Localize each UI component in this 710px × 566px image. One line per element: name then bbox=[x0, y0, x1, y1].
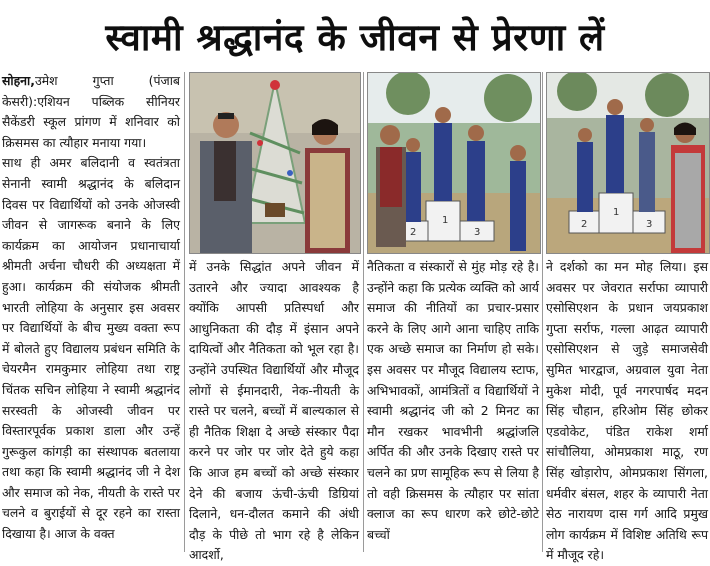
photo-podium-medal-image bbox=[368, 73, 540, 253]
podium-label: 3 bbox=[646, 219, 653, 230]
column-2 bbox=[189, 257, 359, 566]
paragraph-text: नैतिकता व संस्कारों से मुंह मोड़ रहे है। उन्होंने कहा कि प्रत्येक व्यक्ति को आर्य समाज की नीतियों का प्रचार-प्रसार करने के लिए आगे आना चाहिए ताकि एक अच्छे समाज का निर्माण हो सके। इस अवसर पर मौजूद विद्यालय स्टाफ, अभिभावकों, आमंत्रितों व विद्यार्थियों ने स्वामी श्रद्धानंद जी को 2 मिनट का मौन रखकर भावभीनी श्रद्धांजलि अर्पित की और उनके दिखाए रास्ते पर चलने का प्रण सामूहिक रूप से लिया है तो वही क्रिसमस के त्यौहार पर सांता क्लाज का रूप धारण करे छोटे-छोटे बच्चों bbox=[367, 259, 539, 542]
paragraph-text: एशियन पब्लिक सीनियर सैकेंडरी स्कूल प्रांगण में शनिवार को क्रिसमस का त्यौहार मनाया गया। bbox=[2, 93, 180, 150]
podium-label: 3 bbox=[474, 227, 481, 238]
paragraph-text: में उनके सिद्धांत अपने जीवन में उतारने और ज्यादा आवश्यक है क्योंकि आपसी प्रतिस्पर्धा और आधुनिकता की दौड़ में इंसान अपने दायित्वों और नैतिकता को भूल रहा है। उन्होंने उपस्थित विद्यार्थियों और मौजूद लोगों से ईमानदारी, नेक-नीयती के रास्ते पर चलने, बच्चों में बाल्यकाल से ही नैतिक शिक्षा दे अच्छे संस्कार पैदा करने पर जोर पर जोर देते हुये कहा कि आज हम बच्चों को अच्छे संस्कार देने की बजाय ऊंची-ऊंची डिग्रियां दिलाने, धन-दौलत कमाने की अंधी दौड़ के पीछे तो भाग रहे है लेकिन आदर्शो, bbox=[189, 259, 359, 563]
column-4 bbox=[546, 257, 708, 566]
column-3 bbox=[367, 257, 539, 545]
photo-podium-award-image bbox=[547, 73, 709, 253]
podium-label: 1 bbox=[442, 215, 449, 226]
byline-reporter: उमेश गुप्ता (पंजाब केसरी): bbox=[2, 73, 180, 109]
podium-label: 2 bbox=[410, 227, 417, 238]
column-1 bbox=[2, 71, 180, 545]
photo-guests-christmas-tree bbox=[189, 72, 361, 254]
byline-place: सोहना, bbox=[2, 73, 35, 88]
podium-label: 2 bbox=[581, 219, 588, 230]
column-rule bbox=[363, 72, 364, 552]
photo-guests-christmas-tree-image bbox=[190, 73, 360, 253]
paragraph-intro bbox=[2, 71, 180, 153]
photo-podium-award bbox=[546, 72, 710, 254]
paragraph-text: ने दर्शको का मन मोह लिया। इस अवसर पर जेवरात सर्राफा व्यापारी एसोसिएशन के प्रधान जयप्रकाश गुप्ता सर्राफ, गल्ला आढ़त व्यापारी एसोसिएशन से जुड़े समाजसेवी सुमित भारद्वाज, अग्रवाल युवा नेता मुकेश मोदी, पूर्व नगरपार्षद मदन सिंह चौहान, हरिओम सिंह छोकर एडवोकेट, पंडित राकेश शर्मा सांचौलिया, ओमप्रकाश माठू, रण सिंह खोड़ारोप, ओमप्रकाश सिंगला, धर्मवीर बंसल, शहर के व्यापारी नेता सेठ नारायण दास गर्ग आदि प्रमुख लोग कार्यक्रम में विशिष्ट अतिथि रूप में मौजूद रहे। bbox=[546, 259, 708, 563]
paragraph-body: साथ ही अमर बलिदानी व स्वतंत्रता सेनानी स्वामी श्रद्धानंद के बलिदान दिवस पर विद्यार्थियों को उनके ओजस्वी जीवन से जागरूक बनाने के लिए कार्यक्रम का आयोजन प्रधानाचार्या श्रीमती अर्चना चौधरी की अध्यक्षता में हुआ। कार्यक्रम की संयोजक श्रीमती भारती लोहिया के अनुसार इस अवसर पर विद्यार्थियों के बीच मुख्य वक्ता रूप में बोलते हुए विद्यालय प्रबंधन समिति के चेयरमैन रामकुमार लोहिया तथा राष्ट्र चिंतक सचिन लोहिया ने स्वामी श्रद्धानंद सरस्वती के ओजस्वी जीवन पर विस्तारपूर्वक प्रकाश डाला और उन्हें गुरूकुल कांगड़ी का संस्थापक बतलाया तथा कहा कि स्वामी श्रद्धानंद जी ने देश और समाज को नेक, नीयती के रास्ते पर चलने व बुराईयों से दूर रहने का रास्ता दिखाया है। आज के वक्त bbox=[2, 155, 180, 542]
column-rule bbox=[542, 72, 543, 552]
photo-podium-medal bbox=[367, 72, 541, 254]
column-rule bbox=[184, 72, 185, 552]
headline: स्वामी श्रद्धानंद के जीवन से प्रेरणा लें bbox=[105, 15, 605, 59]
podium-label: 1 bbox=[613, 207, 620, 218]
